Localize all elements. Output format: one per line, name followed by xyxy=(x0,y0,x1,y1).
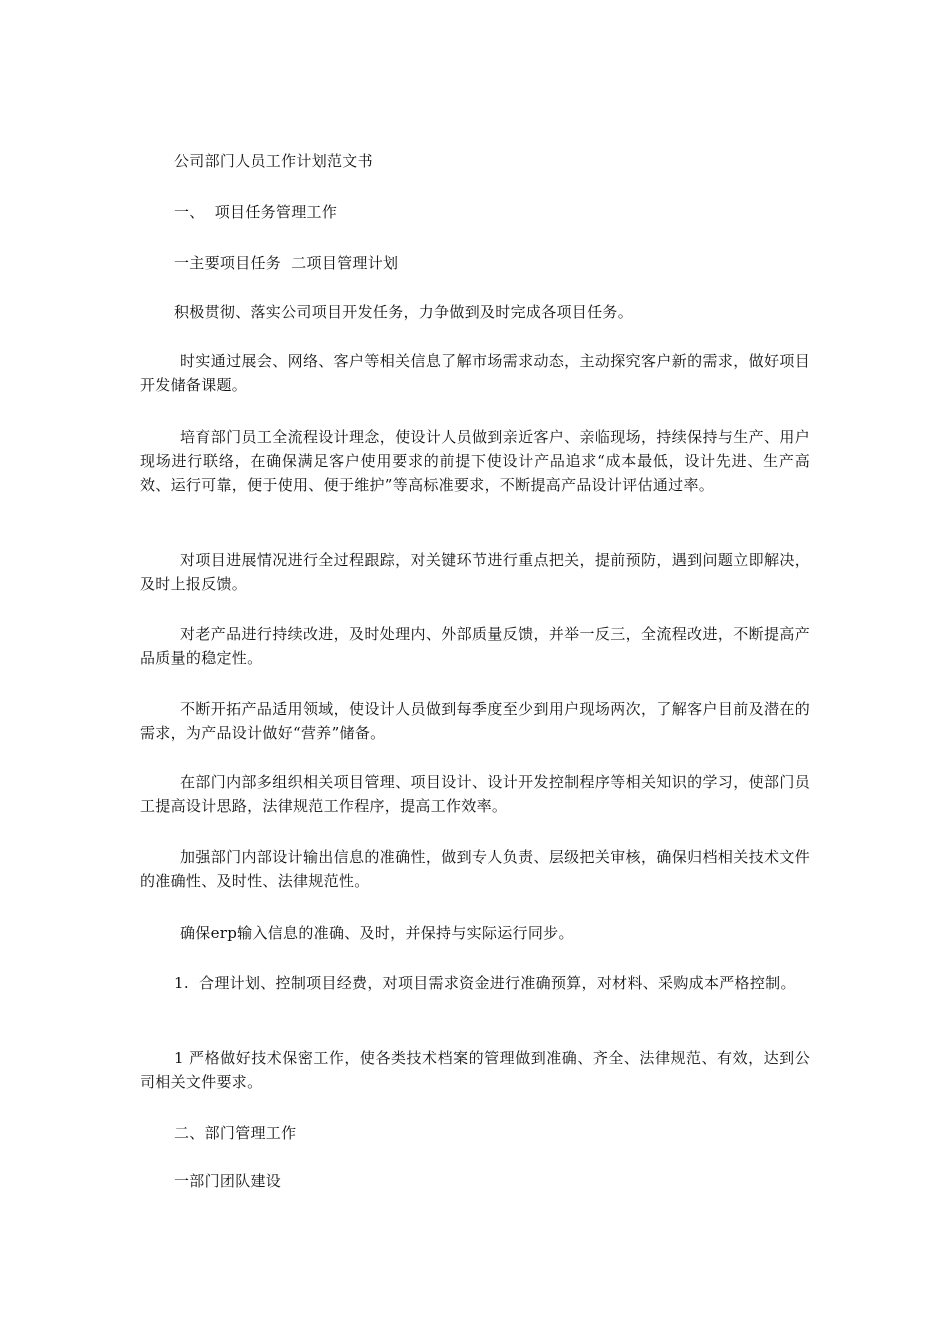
paragraph-2: 时实通过展会、网络、客户等相关信息了解市场需求动态，主动探究客户新的需求，做好项目开发储备课题。 xyxy=(140,352,810,394)
section-heading-1: 一、 项目任务管理工作 xyxy=(174,203,338,221)
paragraph-3: 培育部门员工全流程设计理念，使设计人员做到亲近客户、亲临现场，持续保持与生产、用户现场进行联络，在确保满足客户使用要求的前提下使设计产品追求“成本最低，设计先进、生产高效、运行可靠，便于使用、便于维护”等高标准要求，不断提高产品设计评估通过率。 xyxy=(140,428,810,494)
subheading-team: 一部门团队建设 xyxy=(174,1172,282,1190)
paragraph-10: 1. 合理计划、控制项目经费，对项目需求资金进行准确预算，对材料、采购成本严格控制。 xyxy=(174,974,796,992)
section-heading-2: 二、部门管理工作 xyxy=(174,1124,297,1142)
document-title: 公司部门人员工作计划范文书 xyxy=(174,152,373,170)
paragraph-9: 确保erp输入信息的准确、及时，并保持与实际运行同步。 xyxy=(180,924,574,942)
paragraph-6: 不断开拓产品适用领域，使设计人员做到每季度至少到用户现场两次，了解客户目前及潜在的需求，为产品设计做好“营养”储备。 xyxy=(140,700,810,742)
paragraph-1: 积极贯彻、落实公司项目开发任务，力争做到及时完成各项目任务。 xyxy=(174,303,634,321)
paragraph-4: 对项目进展情况进行全过程跟踪，对关键环节进行重点把关，提前预防，遇到问题立即解决，及时上报反馈。 xyxy=(140,551,810,593)
paragraph-7: 在部门内部多组织相关项目管理、项目设计、设计开发控制程序等相关知识的学习，使部门员工提高设计思路，法律规范工作程序，提高工作效率。 xyxy=(140,773,810,815)
paragraph-11: 1 严格做好技术保密工作，使各类技术档案的管理做到准确、齐全、法律规范、有效，达到公司相关文件要求。 xyxy=(140,1049,810,1091)
paragraph-5: 对老产品进行持续改进，及时处理内、外部质量反馈，并举一反三，全流程改进，不断提高产品质量的稳定性。 xyxy=(140,625,810,667)
subheading-project: 一主要项目任务 二项目管理计划 xyxy=(174,254,399,272)
paragraph-8: 加强部门内部设计输出信息的准确性，做到专人负责、层级把关审核，确保归档相关技术文件的准确性、及时性、法律规范性。 xyxy=(140,848,810,890)
